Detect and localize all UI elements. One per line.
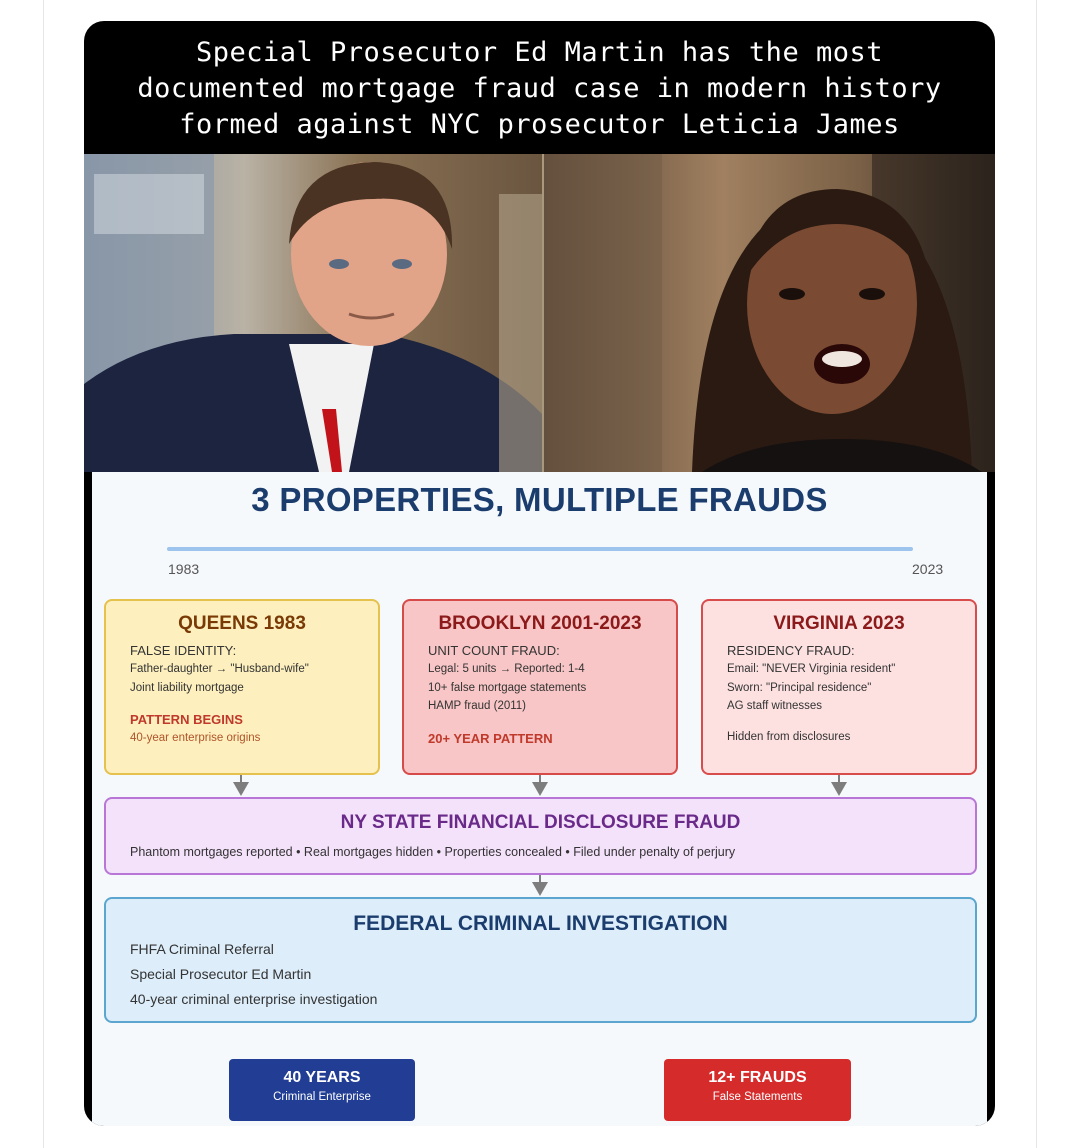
ny-disclosure-box: [104, 797, 977, 875]
arrow-down-icon: [233, 782, 249, 796]
box-line: HAMP fraud (2011): [428, 700, 527, 712]
box-line: Legal: 5 units → Reported: 1-4: [428, 663, 585, 675]
box-heading: UNIT COUNT FRAUD:: [428, 643, 560, 658]
box-line: Joint liability mortgage: [130, 682, 244, 694]
stat-badge-years: [229, 1059, 415, 1121]
box-line: AG staff witnesses: [727, 700, 823, 712]
ny-disclosure-description: Phantom mortgages reported • Real mortgages hidden • Properties concealed • Filed under penalty of perjury: [130, 845, 736, 859]
page-right-border: [1036, 0, 1037, 1148]
stat-badge-frauds: [664, 1059, 851, 1121]
caption-line: formed against NYC prosecutor Leticia James: [179, 109, 900, 140]
ny-disclosure-title: NY STATE FINANCIAL DISCLOSURE FRAUD: [340, 812, 741, 833]
photo-strip: [84, 154, 995, 472]
arrow-down-icon: [532, 882, 548, 896]
infographic: [92, 472, 987, 1126]
stat-label: False Statements: [712, 1091, 803, 1103]
timeline-start-year: 1983: [168, 561, 200, 577]
box-line: 10+ false mortgage statements: [428, 682, 587, 694]
caption-line: Special Prosecutor Ed Martin has the most: [196, 37, 883, 68]
virginia-box: [701, 599, 977, 775]
post-image[interactable]: [84, 21, 995, 1126]
page-left-border: [43, 0, 44, 1148]
arrow-down-icon: [532, 782, 548, 796]
portrait-right-graphic: [542, 154, 995, 472]
timeline-end-year: 2023: [912, 561, 944, 577]
queens-box: [104, 599, 380, 775]
infographic-title: 3 PROPERTIES, MULTIPLE FRAUDS: [251, 481, 828, 518]
box-line: Email: "NEVER Virginia resident": [727, 663, 896, 675]
caption-line: documented mortgage fraud case in modern history: [137, 73, 942, 104]
portrait-left-graphic: [84, 154, 542, 472]
stat-label: Criminal Enterprise: [273, 1091, 371, 1103]
photo-ed-martin: [84, 154, 542, 472]
box-emphasis: PATTERN BEGINS: [130, 712, 243, 727]
stat-value: 40 YEARS: [283, 1069, 361, 1086]
photo-letitia-james: [542, 154, 995, 472]
box-line: Hidden from disclosures: [727, 731, 851, 743]
arrow-down-icon: [831, 782, 847, 796]
box-title: VIRGINIA 2023: [773, 613, 905, 634]
box-line: Sworn: "Principal residence": [727, 682, 872, 694]
photo-divider: [542, 154, 544, 472]
stat-value: 12+ FRAUDS: [708, 1069, 807, 1086]
box-title: QUEENS 1983: [178, 613, 306, 634]
box-heading: FALSE IDENTITY:: [130, 643, 237, 658]
federal-investigation-title: FEDERAL CRIMINAL INVESTIGATION: [353, 912, 728, 935]
timeline-bar: [167, 547, 913, 551]
box-emphasis: 20+ YEAR PATTERN: [428, 731, 553, 746]
image-caption: [84, 21, 995, 154]
box-line: Father-daughter → "Husband-wife": [130, 663, 309, 675]
box-subtext: 40-year enterprise origins: [130, 732, 261, 744]
federal-investigation-box: [104, 897, 977, 1023]
federal-line: 40-year criminal enterprise investigation: [130, 991, 378, 1007]
federal-line: Special Prosecutor Ed Martin: [130, 966, 312, 982]
brooklyn-box: [402, 599, 678, 775]
box-heading: RESIDENCY FRAUD:: [727, 643, 855, 658]
federal-line: FHFA Criminal Referral: [130, 941, 274, 957]
box-title: BROOKLYN 2001-2023: [438, 613, 642, 634]
